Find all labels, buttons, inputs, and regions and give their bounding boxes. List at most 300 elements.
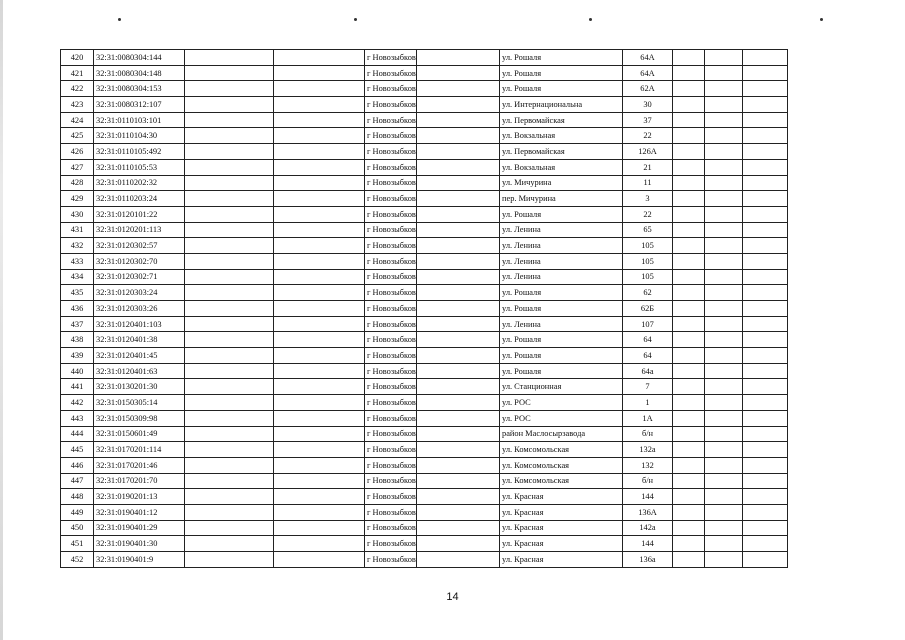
row-number: 445 [61,442,94,458]
table-row [61,144,788,160]
empty-cell [417,395,500,411]
empty-cell [705,50,743,66]
empty-cell [417,144,500,160]
empty-cell [705,128,743,144]
city-cell: г Новозыбков [365,520,417,536]
house-number: 3 [623,191,673,207]
empty-cell [743,395,788,411]
empty-cell [705,473,743,489]
empty-cell [673,504,705,520]
empty-cell [673,81,705,97]
street-cell: ул. Ленина [500,316,623,332]
house-number: 1А [623,410,673,426]
empty-cell [185,520,274,536]
street-cell: ул. Ленина [500,238,623,254]
empty-cell [417,222,500,238]
empty-cell [743,144,788,160]
empty-cell [274,410,365,426]
empty-cell [417,175,500,191]
street-cell: ул. Рошаля [500,285,623,301]
empty-cell [743,473,788,489]
empty-cell [185,504,274,520]
cadastral-number: 32:31:0120302:71 [94,269,185,285]
house-number: 62А [623,81,673,97]
house-number: 37 [623,112,673,128]
house-number: 11 [623,175,673,191]
empty-cell [185,128,274,144]
empty-cell [705,191,743,207]
empty-cell [185,379,274,395]
scan-edge-shadow [0,0,3,640]
table-row [61,175,788,191]
cadastral-number: 32:31:0120302:70 [94,253,185,269]
city-cell: г Новозыбков [365,112,417,128]
row-number: 426 [61,144,94,160]
street-cell: ул. Комсомольская [500,457,623,473]
cadastral-number: 32:31:0120302:57 [94,238,185,254]
city-cell: г Новозыбков [365,97,417,113]
empty-cell [743,442,788,458]
empty-cell [417,379,500,395]
empty-cell [274,552,365,568]
empty-cell [673,301,705,317]
row-number: 428 [61,175,94,191]
empty-cell [274,504,365,520]
empty-cell [185,269,274,285]
empty-cell [185,473,274,489]
cadastral-number: 32:31:0110104:30 [94,128,185,144]
city-cell: г Новозыбков [365,238,417,254]
house-number: 65 [623,222,673,238]
empty-cell [673,253,705,269]
empty-cell [274,238,365,254]
table-row [61,426,788,442]
empty-cell [185,316,274,332]
empty-cell [673,457,705,473]
house-number: 62 [623,285,673,301]
empty-cell [743,81,788,97]
cadastral-number: 32:31:0170201:70 [94,473,185,489]
street-cell: ул. Рошаля [500,363,623,379]
cadastral-number: 32:31:0120101:22 [94,206,185,222]
row-number: 427 [61,159,94,175]
street-cell: ул. Интернациональна [500,97,623,113]
street-cell: ул. Станционная [500,379,623,395]
empty-cell [185,536,274,552]
empty-cell [743,97,788,113]
empty-cell [417,253,500,269]
empty-cell [417,504,500,520]
empty-cell [274,222,365,238]
table-row [61,269,788,285]
empty-cell [417,552,500,568]
cadastral-number: 32:31:0110105:492 [94,144,185,160]
empty-cell [185,348,274,364]
empty-cell [673,285,705,301]
house-number: 136а [623,552,673,568]
row-number: 451 [61,536,94,552]
empty-cell [185,144,274,160]
empty-cell [705,144,743,160]
empty-cell [705,395,743,411]
row-number: 440 [61,363,94,379]
table-row [61,379,788,395]
row-number: 437 [61,316,94,332]
table-row [61,206,788,222]
house-number: 30 [623,97,673,113]
house-number: 7 [623,379,673,395]
city-cell: г Новозыбков [365,363,417,379]
house-number: 64 [623,332,673,348]
house-number: 144 [623,489,673,505]
empty-cell [705,489,743,505]
house-number: 136А [623,504,673,520]
cadastral-number: 32:31:0080304:148 [94,65,185,81]
table-row [61,65,788,81]
street-cell: ул. Рошаля [500,332,623,348]
street-cell: ул. Рошаля [500,348,623,364]
table-row [61,410,788,426]
empty-cell [417,442,500,458]
row-number: 422 [61,81,94,97]
empty-cell [673,191,705,207]
empty-cell [417,50,500,66]
street-cell: ул. Рошаля [500,81,623,97]
cadastral-number: 32:31:0150305:14 [94,395,185,411]
street-cell: ул. Комсомольская [500,473,623,489]
empty-cell [743,379,788,395]
empty-cell [417,363,500,379]
empty-cell [743,175,788,191]
table-row [61,442,788,458]
cadastral-number: 32:31:0130201:30 [94,379,185,395]
street-cell: ул. Комсомольская [500,442,623,458]
table-row [61,332,788,348]
cadastral-number: 32:31:0120201:113 [94,222,185,238]
house-number: б/н [623,426,673,442]
house-number: 144 [623,536,673,552]
table-row [61,238,788,254]
city-cell: г Новозыбков [365,442,417,458]
city-cell: г Новозыбков [365,159,417,175]
empty-cell [705,504,743,520]
empty-cell [274,81,365,97]
row-number: 432 [61,238,94,254]
empty-cell [743,301,788,317]
empty-cell [743,457,788,473]
empty-cell [274,426,365,442]
empty-cell [274,269,365,285]
empty-cell [673,536,705,552]
empty-cell [274,159,365,175]
table-row [61,473,788,489]
empty-cell [673,238,705,254]
street-cell: ул. Рошаля [500,65,623,81]
empty-cell [185,301,274,317]
table-row [61,97,788,113]
table-row [61,128,788,144]
table-row [61,50,788,66]
empty-cell [673,363,705,379]
row-number: 450 [61,520,94,536]
table-row [61,316,788,332]
empty-cell [743,206,788,222]
empty-cell [185,285,274,301]
empty-cell [743,316,788,332]
empty-cell [743,128,788,144]
table-row [61,222,788,238]
empty-cell [274,175,365,191]
empty-cell [274,301,365,317]
empty-cell [705,363,743,379]
table-row [61,457,788,473]
empty-cell [274,348,365,364]
cadastral-number: 32:31:0170201:114 [94,442,185,458]
empty-cell [274,112,365,128]
house-number: 105 [623,269,673,285]
empty-cell [274,332,365,348]
empty-cell [705,316,743,332]
empty-cell [743,348,788,364]
empty-cell [705,552,743,568]
cadastral-number: 32:31:0110202:32 [94,175,185,191]
cadastral-number: 32:31:0190401:12 [94,504,185,520]
cadastral-number: 32:31:0110203:24 [94,191,185,207]
empty-cell [185,253,274,269]
empty-cell [673,175,705,191]
registry-rows [61,50,788,568]
empty-cell [705,520,743,536]
city-cell: г Новозыбков [365,269,417,285]
empty-cell [274,191,365,207]
row-number: 447 [61,473,94,489]
house-number: 105 [623,253,673,269]
street-cell: ул. Рошаля [500,50,623,66]
empty-cell [185,191,274,207]
empty-cell [743,285,788,301]
table-row [61,552,788,568]
table-row [61,363,788,379]
empty-cell [185,175,274,191]
city-cell: г Новозыбков [365,128,417,144]
row-number: 423 [61,97,94,113]
table-row [61,285,788,301]
row-number: 438 [61,332,94,348]
empty-cell [743,222,788,238]
empty-cell [673,395,705,411]
empty-cell [673,222,705,238]
empty-cell [705,253,743,269]
cadastral-number: 32:31:0190401:29 [94,520,185,536]
empty-cell [274,536,365,552]
empty-cell [274,97,365,113]
house-number: 21 [623,159,673,175]
house-number: 142а [623,520,673,536]
empty-cell [705,97,743,113]
street-cell: пер. Мичурина [500,191,623,207]
empty-cell [185,363,274,379]
empty-cell [743,112,788,128]
empty-cell [743,253,788,269]
cadastral-number: 32:31:0120401:45 [94,348,185,364]
empty-cell [274,316,365,332]
empty-cell [417,206,500,222]
street-cell: ул. Красная [500,536,623,552]
empty-cell [673,144,705,160]
empty-cell [743,552,788,568]
city-cell: г Новозыбков [365,348,417,364]
empty-cell [705,222,743,238]
empty-cell [274,50,365,66]
empty-cell [705,410,743,426]
row-number: 429 [61,191,94,207]
empty-cell [743,50,788,66]
empty-cell [274,65,365,81]
empty-cell [743,520,788,536]
street-cell: ул. Красная [500,504,623,520]
row-number: 441 [61,379,94,395]
empty-cell [705,457,743,473]
house-number: б/н [623,473,673,489]
empty-cell [274,363,365,379]
empty-cell [185,81,274,97]
empty-cell [673,489,705,505]
empty-cell [673,442,705,458]
city-cell: г Новозыбков [365,285,417,301]
empty-cell [673,65,705,81]
house-number: 62Б [623,301,673,317]
empty-cell [417,316,500,332]
empty-cell [705,379,743,395]
empty-cell [417,348,500,364]
street-cell: ул. РОС [500,395,623,411]
empty-cell [673,316,705,332]
empty-cell [673,332,705,348]
empty-cell [417,536,500,552]
house-number: 132а [623,442,673,458]
empty-cell [274,457,365,473]
cadastral-number: 32:31:0120303:24 [94,285,185,301]
cadastral-number: 32:31:0080304:144 [94,50,185,66]
street-cell: ул. Вокзальная [500,128,623,144]
empty-cell [673,426,705,442]
empty-cell [185,50,274,66]
empty-cell [417,112,500,128]
empty-cell [743,332,788,348]
street-cell: ул. Ленина [500,222,623,238]
empty-cell [673,552,705,568]
empty-cell [185,112,274,128]
empty-cell [417,81,500,97]
empty-cell [274,395,365,411]
house-number: 105 [623,238,673,254]
row-number: 430 [61,206,94,222]
cadastral-number: 32:31:0080312:107 [94,97,185,113]
empty-cell [417,159,500,175]
empty-cell [705,348,743,364]
empty-cell [705,175,743,191]
empty-cell [185,206,274,222]
empty-cell [417,520,500,536]
row-number: 424 [61,112,94,128]
table-row [61,395,788,411]
empty-cell [185,442,274,458]
city-cell: г Новозыбков [365,175,417,191]
empty-cell [673,348,705,364]
house-number: 132 [623,457,673,473]
city-cell: г Новозыбков [365,81,417,97]
empty-cell [743,159,788,175]
house-number: 64а [623,363,673,379]
empty-cell [274,520,365,536]
city-cell: г Новозыбков [365,253,417,269]
empty-cell [417,269,500,285]
empty-cell [705,426,743,442]
empty-cell [417,285,500,301]
street-cell: ул. Ленина [500,269,623,285]
row-number: 433 [61,253,94,269]
city-cell: г Новозыбков [365,316,417,332]
empty-cell [705,159,743,175]
empty-cell [673,269,705,285]
cadastral-number: 32:31:0120401:63 [94,363,185,379]
empty-cell [673,128,705,144]
street-cell: ул. Первомайская [500,112,623,128]
empty-cell [417,489,500,505]
city-cell: г Новозыбков [365,504,417,520]
empty-cell [417,191,500,207]
table-row [61,81,788,97]
street-cell: ул. Красная [500,552,623,568]
table-row [61,489,788,505]
empty-cell [705,536,743,552]
empty-cell [417,457,500,473]
empty-cell [185,97,274,113]
empty-cell [274,442,365,458]
table-row [61,348,788,364]
row-number: 443 [61,410,94,426]
empty-cell [185,222,274,238]
city-cell: г Новозыбков [365,191,417,207]
house-number: 64А [623,65,673,81]
street-cell: ул. Вокзальная [500,159,623,175]
table-row [61,112,788,128]
empty-cell [417,332,500,348]
empty-cell [417,301,500,317]
empty-cell [743,426,788,442]
empty-cell [417,65,500,81]
empty-cell [185,65,274,81]
empty-cell [743,269,788,285]
empty-cell [185,426,274,442]
street-cell: район Маслосырзавода [500,426,623,442]
cadastral-number: 32:31:0190401:9 [94,552,185,568]
empty-cell [743,191,788,207]
registry-table [60,49,788,568]
empty-cell [274,206,365,222]
empty-cell [673,520,705,536]
empty-cell [274,128,365,144]
empty-cell [673,410,705,426]
row-number: 446 [61,457,94,473]
empty-cell [705,65,743,81]
empty-cell [185,159,274,175]
street-cell: ул. Первомайская [500,144,623,160]
row-number: 435 [61,285,94,301]
empty-cell [274,489,365,505]
cadastral-number: 32:31:0190401:30 [94,536,185,552]
city-cell: г Новозыбков [365,332,417,348]
